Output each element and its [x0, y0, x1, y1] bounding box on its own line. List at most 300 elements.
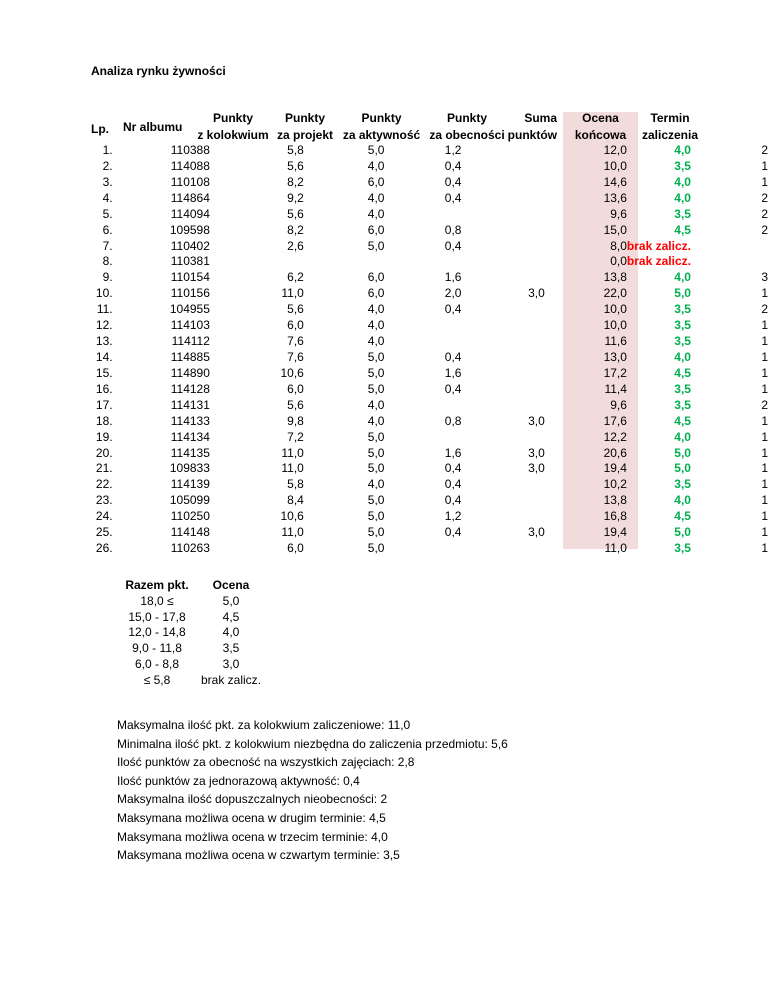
cell-akt: 1,6 — [444, 445, 462, 460]
note-line: Ilość punktów za jednorazową aktywność: 0,4 — [117, 773, 360, 788]
cell-proj: 6,0 — [367, 222, 385, 237]
cell-term: 1 — [761, 286, 768, 301]
cell-term: 1 — [761, 174, 768, 189]
cell-kol: 5,8 — [287, 477, 304, 492]
cell-term: 2 — [761, 397, 768, 412]
cell-lp: 7. — [102, 238, 113, 253]
cell-term — [691, 239, 768, 255]
cell-obe — [461, 398, 544, 414]
cell-nr: 109598 — [169, 222, 210, 237]
cell-lp: 15. — [95, 365, 113, 380]
cell-kol: 10,6 — [280, 509, 304, 524]
cell-obe — [461, 493, 544, 509]
scale-grade-item: brak zalicz. — [200, 672, 262, 687]
results-table-body — [82, 143, 768, 557]
cell-kol: 11,0 — [281, 445, 304, 460]
cell-kol: 10,6 — [280, 365, 304, 380]
scale-grade-item: 3,0 — [222, 656, 240, 671]
table-row — [82, 334, 768, 350]
cell-ocena: 3,5 — [674, 318, 691, 333]
cell-akt — [384, 334, 461, 350]
cell-nr: 110108 — [170, 174, 210, 189]
cell-obe: 3,0 — [528, 413, 545, 428]
cell-nr: 114139 — [170, 477, 210, 492]
cell-lp: 23. — [95, 493, 113, 508]
cell-proj: 5,0 — [367, 381, 385, 396]
cell-lp: 22. — [95, 477, 113, 492]
cell-akt: 0,4 — [444, 525, 462, 540]
cell-nr: 114890 — [170, 365, 210, 380]
cell-akt: 0,4 — [444, 190, 462, 205]
header-suma-line1: Suma — [524, 111, 557, 125]
cell-term: 2 — [761, 302, 768, 317]
cell-obe: 3,0 — [528, 525, 545, 540]
cell-akt: 0,8 — [444, 413, 462, 428]
cell-proj: 5,0 — [367, 429, 385, 444]
note-line: Maksymalna ilość dopuszczalnych nieobecności: 2 — [117, 792, 388, 807]
cell-kol: 11,0 — [281, 286, 304, 301]
cell-obe — [461, 143, 544, 159]
table-row — [82, 207, 768, 223]
cell-suma: 12,0 — [603, 143, 627, 157]
cell-lp: 6. — [102, 222, 113, 237]
cell-obe: 3,0 — [528, 286, 545, 301]
header-aktywnosc — [339, 110, 424, 144]
table-row — [82, 270, 768, 286]
header-kol-line1: Punkty — [212, 111, 253, 125]
header-ocena-line1: Ocena — [582, 111, 619, 125]
cell-suma: 20,6 — [603, 445, 627, 460]
cell-term: 1 — [761, 365, 768, 380]
cell-ocena: 3,5 — [674, 541, 691, 556]
cell-proj: 4,0 — [367, 334, 385, 349]
cell-ocena: 4,0 — [674, 493, 691, 508]
cell-lp: 20. — [95, 445, 113, 460]
cell-ocena: 3,5 — [674, 381, 691, 396]
cell-suma: 10,0 — [603, 302, 627, 317]
cell-ocena: 4,0 — [674, 174, 691, 189]
cell-kol: 5,6 — [287, 302, 304, 317]
cell-suma: 11,0 — [604, 541, 627, 556]
header-termin — [640, 110, 700, 144]
header-kolokwium — [196, 110, 270, 144]
cell-ocena: 4,0 — [674, 429, 691, 444]
cell-akt — [384, 430, 461, 446]
table-row — [82, 461, 768, 477]
table-row — [82, 446, 768, 462]
header-term-line2: zaliczenia — [641, 128, 699, 142]
cell-term — [691, 254, 768, 270]
cell-lp: 26. — [95, 541, 113, 556]
scale-points-item: 9,0 - 11,8 — [132, 641, 182, 656]
cell-obe — [461, 270, 544, 286]
cell-ocena: 5,0 — [674, 445, 691, 460]
header-ocena — [563, 110, 638, 144]
table-row — [82, 254, 768, 270]
cell-lp: 16. — [95, 381, 113, 396]
scale-grade-item: 5,0 — [222, 593, 240, 608]
cell-proj: 4,0 — [367, 302, 385, 317]
cell-ocena: 4,0 — [674, 270, 691, 285]
cell-akt: 0,8 — [444, 222, 462, 237]
cell-suma: 9,6 — [610, 206, 627, 221]
cell-nr: 110388 — [170, 143, 210, 157]
cell-obe — [461, 159, 544, 175]
cell-obe — [461, 302, 544, 318]
cell-obe — [461, 318, 544, 334]
cell-ocena: 4,0 — [674, 143, 691, 157]
cell-kol: 8,2 — [287, 174, 304, 189]
cell-ocena: 4,5 — [674, 222, 691, 237]
note-line: Minimalna ilość pkt. z kolokwium niezbędna do zaliczenia przedmiotu: 5,6 — [117, 736, 508, 751]
cell-lp: 21. — [95, 461, 113, 476]
cell-lp: 13. — [95, 334, 113, 349]
cell-ocena: 3,5 — [674, 334, 691, 349]
cell-obe — [461, 254, 544, 270]
cell-suma: 12,2 — [603, 429, 627, 444]
table-row — [82, 398, 768, 414]
cell-lp: 2. — [102, 158, 113, 173]
cell-obe: 3,0 — [528, 461, 545, 476]
cell-obe — [461, 191, 544, 207]
cell-proj — [304, 254, 385, 270]
cell-suma: 14,6 — [603, 174, 627, 189]
cell-akt: 1,6 — [444, 365, 462, 380]
cell-nr: 114885 — [170, 349, 210, 364]
cell-proj: 5,0 — [367, 461, 385, 476]
cell-akt: 1,6 — [444, 270, 462, 285]
cell-suma: 17,6 — [603, 413, 627, 428]
cell-proj: 4,0 — [367, 318, 385, 333]
cell-akt: 1,2 — [444, 143, 462, 157]
cell-akt — [384, 541, 461, 557]
table-row — [82, 286, 768, 302]
table-row — [82, 477, 768, 493]
cell-lp: 9. — [102, 270, 113, 285]
cell-kol: 11,0 — [281, 461, 304, 476]
cell-suma: 0,0 — [610, 254, 627, 269]
cell-kol: 2,6 — [287, 238, 304, 253]
cell-kol: 6,0 — [287, 541, 304, 556]
cell-proj: 5,0 — [367, 541, 385, 556]
cell-proj: 6,0 — [367, 286, 385, 301]
cell-ocena: 3,5 — [674, 206, 691, 221]
table-row — [82, 509, 768, 525]
cell-proj: 4,0 — [367, 397, 385, 412]
scale-points-column — [117, 578, 197, 689]
cell-lp: 4. — [102, 190, 113, 205]
cell-ocena: 5,0 — [674, 286, 691, 301]
notes-block — [117, 716, 508, 865]
note-line: Ilość punktów za obecność na wszystkich zajęciach: 2,8 — [117, 755, 415, 770]
table-row — [82, 159, 768, 175]
cell-lp: 19. — [95, 429, 113, 444]
cell-term: 1 — [761, 413, 768, 428]
cell-kol: 6,0 — [287, 381, 304, 396]
cell-proj: 5,0 — [367, 445, 385, 460]
cell-suma: 10,2 — [603, 477, 627, 492]
scale-grade-header: Ocena — [212, 578, 250, 592]
cell-lp: 10. — [95, 286, 113, 301]
cell-akt: 0,4 — [444, 381, 462, 396]
cell-term: 1 — [761, 493, 768, 508]
cell-kol: 6,2 — [287, 270, 304, 285]
cell-obe — [461, 509, 544, 525]
cell-proj: 5,0 — [367, 493, 385, 508]
table-row — [82, 175, 768, 191]
note-line: Maksymalna ilość pkt. za kolokwium zaliczeniowe: 11,0 — [117, 718, 411, 732]
header-akt-line1: Punkty — [361, 111, 402, 125]
cell-ocena: 5,0 — [674, 525, 691, 540]
cell-obe — [461, 541, 544, 557]
cell-term: 1 — [761, 445, 768, 460]
table-row — [82, 414, 768, 430]
cell-ocena: 4,0 — [674, 190, 691, 205]
cell-proj: 4,0 — [367, 413, 385, 428]
cell-akt — [384, 318, 461, 334]
header-proj-line1: Punkty — [284, 111, 325, 125]
cell-nr: 110154 — [170, 270, 210, 285]
table-row — [82, 366, 768, 382]
cell-kol: 5,6 — [287, 206, 304, 221]
header-suma-line2: punktów — [507, 128, 557, 142]
cell-term: 1 — [761, 525, 768, 540]
cell-nr: 114112 — [171, 334, 210, 349]
cell-ocena: 5,0 — [674, 461, 691, 476]
cell-kol: 9,2 — [287, 190, 304, 205]
cell-nr: 114088 — [170, 158, 210, 173]
table-row — [82, 541, 768, 557]
cell-term: 1 — [761, 334, 768, 349]
cell-suma: 19,4 — [603, 461, 627, 476]
cell-akt: 0,4 — [444, 461, 462, 476]
cell-obe — [461, 430, 544, 446]
cell-akt: 0,4 — [444, 477, 462, 492]
cell-kol: 9,8 — [287, 413, 304, 428]
cell-obe — [461, 175, 544, 191]
table-row — [82, 382, 768, 398]
scale-points-item: 12,0 - 14,8 — [128, 625, 186, 640]
cell-nr: 114131 — [170, 397, 210, 412]
cell-akt — [384, 207, 461, 223]
cell-akt — [384, 398, 461, 414]
cell-proj: 6,0 — [367, 270, 385, 285]
cell-obe — [461, 239, 544, 255]
table-row — [82, 302, 768, 318]
cell-lp: 11. — [96, 302, 113, 317]
cell-obe: 3,0 — [528, 445, 545, 460]
table-row — [82, 525, 768, 541]
cell-lp: 18. — [95, 413, 113, 428]
cell-kol: 6,0 — [287, 318, 304, 333]
cell-term: 2 — [761, 206, 768, 221]
cell-nr: 110381 — [170, 254, 210, 269]
cell-lp: 17. — [95, 397, 113, 412]
cell-lp: 1. — [102, 143, 113, 157]
cell-nr: 110263 — [170, 541, 210, 556]
cell-akt — [384, 254, 461, 270]
cell-proj: 5,0 — [367, 349, 385, 364]
cell-suma: 17,2 — [603, 365, 627, 380]
cell-kol: 11,0 — [281, 525, 304, 540]
cell-proj: 5,0 — [367, 525, 385, 540]
header-kol-line2: z kolokwium — [197, 128, 269, 142]
cell-term: 3 — [761, 270, 768, 285]
cell-nr: 114134 — [170, 429, 210, 444]
cell-kol: 7,2 — [287, 429, 304, 444]
cell-proj: 6,0 — [367, 174, 385, 189]
cell-nr: 114128 — [170, 381, 210, 396]
cell-ocena: 4,5 — [674, 509, 691, 524]
cell-term: 1 — [761, 318, 768, 333]
cell-akt: 2,0 — [444, 286, 462, 301]
cell-proj: 4,0 — [367, 206, 385, 221]
cell-kol: 8,4 — [287, 493, 304, 508]
cell-nr: 110402 — [170, 238, 210, 253]
cell-proj: 4,0 — [367, 158, 385, 173]
cell-obe — [461, 334, 544, 350]
cell-nr: 114094 — [170, 206, 210, 221]
cell-suma: 19,4 — [603, 525, 627, 540]
cell-suma: 13,8 — [603, 270, 627, 285]
cell-ocena: 4,5 — [674, 365, 691, 380]
cell-nr: 109833 — [169, 461, 210, 476]
cell-proj: 5,0 — [367, 143, 385, 157]
header-suma — [507, 110, 557, 144]
scale-points-item: 6,0 - 8,8 — [134, 656, 180, 671]
table-row — [82, 239, 768, 255]
scale-grade-column — [196, 578, 266, 689]
cell-kol: 7,6 — [287, 334, 304, 349]
cell-ocena: 4,0 — [674, 349, 691, 364]
cell-suma: 16,8 — [603, 509, 627, 524]
cell-lp: 14. — [95, 349, 113, 364]
cell-obe — [461, 350, 544, 366]
cell-nr: 114135 — [170, 445, 210, 460]
table-row — [82, 493, 768, 509]
header-nr-albumu — [123, 119, 182, 136]
header-akt-line2: za aktywność — [342, 128, 421, 142]
cell-akt: 1,2 — [444, 509, 462, 524]
table-row — [82, 430, 768, 446]
cell-lp: 24. — [95, 509, 113, 524]
cell-term: 1 — [761, 461, 768, 476]
cell-suma: 13,6 — [603, 190, 627, 205]
note-line: Maksymana możliwa ocena w trzecim terminie: 4,0 — [117, 829, 388, 844]
note-line: Maksymana możliwa ocena w czwartym terminie: 3,5 — [117, 848, 400, 863]
header-nr-label: Nr albumu — [123, 120, 183, 134]
cell-suma: 8,0 — [610, 238, 627, 253]
cell-ocena: brak zalicz. — [626, 254, 691, 269]
cell-obe — [461, 382, 544, 398]
cell-proj: 5,0 — [367, 238, 385, 253]
header-proj-line2: za projekt — [276, 128, 333, 142]
cell-kol — [210, 254, 304, 270]
cell-ocena: 3,5 — [674, 302, 691, 317]
header-lp — [91, 121, 109, 138]
cell-ocena: 3,5 — [674, 158, 691, 173]
cell-obe — [461, 223, 544, 239]
scale-grade-item: 4,0 — [222, 625, 240, 640]
table-row — [82, 350, 768, 366]
cell-term: 2 — [761, 190, 768, 205]
cell-ocena: 4,5 — [674, 413, 691, 428]
cell-obe — [461, 477, 544, 493]
cell-suma: 22,0 — [603, 286, 627, 301]
table-row — [82, 143, 768, 159]
cell-suma: 9,6 — [610, 397, 627, 412]
cell-term: 1 — [761, 541, 768, 556]
cell-suma: 11,4 — [604, 381, 627, 396]
header-ocena-line2: końcowa — [574, 128, 627, 142]
cell-kol: 5,6 — [287, 158, 304, 173]
cell-term: 1 — [761, 477, 768, 492]
cell-nr: 110156 — [170, 286, 210, 301]
cell-term: 2 — [761, 143, 768, 157]
note-line: Maksymana możliwa ocena w drugim terminie: 4,5 — [117, 810, 386, 825]
cell-suma: 10,0 — [603, 158, 627, 173]
cell-proj: 4,0 — [367, 477, 385, 492]
cell-akt: 0,4 — [444, 158, 462, 173]
cell-term: 1 — [761, 509, 768, 524]
header-obecnosci — [427, 110, 507, 144]
header-term-line1: Termin — [650, 111, 690, 125]
cell-nr: 110250 — [170, 509, 210, 524]
cell-ocena: 3,5 — [674, 397, 691, 412]
header-obe-line2: za obecności — [429, 128, 505, 142]
table-row — [82, 191, 768, 207]
cell-suma: 10,0 — [603, 318, 627, 333]
cell-akt: 0,4 — [444, 302, 462, 317]
cell-suma: 15,0 — [603, 222, 627, 237]
table-row — [82, 318, 768, 334]
cell-proj: 5,0 — [367, 365, 385, 380]
cell-lp: 25. — [95, 525, 113, 540]
cell-kol: 5,6 — [287, 397, 304, 412]
cell-suma: 11,6 — [604, 334, 627, 349]
cell-kol: 8,2 — [287, 222, 304, 237]
scale-points-item: 15,0 - 17,8 — [128, 609, 186, 624]
cell-kol: 7,6 — [287, 349, 304, 364]
cell-akt: 0,4 — [444, 174, 462, 189]
scale-points-item: ≤ 5,8 — [143, 672, 171, 687]
cell-term: 1 — [761, 349, 768, 364]
cell-nr: 114133 — [170, 413, 210, 428]
page-title: Analiza rynku żywności — [91, 64, 226, 78]
cell-proj: 5,0 — [367, 509, 385, 524]
cell-term: 1 — [761, 381, 768, 396]
cell-ocena: 3,5 — [674, 477, 691, 492]
scale-grade-item: 4,5 — [222, 609, 240, 624]
scale-points-header: Razem pkt. — [125, 578, 189, 592]
cell-lp: 8. — [102, 254, 113, 269]
cell-nr: 114148 — [170, 525, 210, 540]
cell-term: 1 — [761, 158, 768, 173]
cell-suma: 13,8 — [603, 493, 627, 508]
cell-nr: 114103 — [170, 318, 210, 333]
cell-term: 1 — [761, 429, 768, 444]
cell-lp: 3. — [102, 174, 113, 189]
scale-points-item: 18,0 ≤ — [140, 593, 174, 608]
cell-lp: 12. — [95, 318, 113, 333]
header-obe-line1: Punkty — [446, 111, 487, 125]
cell-akt: 0,4 — [444, 238, 462, 253]
scale-grade-item: 3,5 — [222, 641, 240, 656]
results-table — [82, 143, 768, 557]
header-projekt — [273, 110, 337, 144]
cell-nr: 104955 — [169, 302, 210, 317]
header-lp-label: Lp. — [91, 122, 109, 136]
